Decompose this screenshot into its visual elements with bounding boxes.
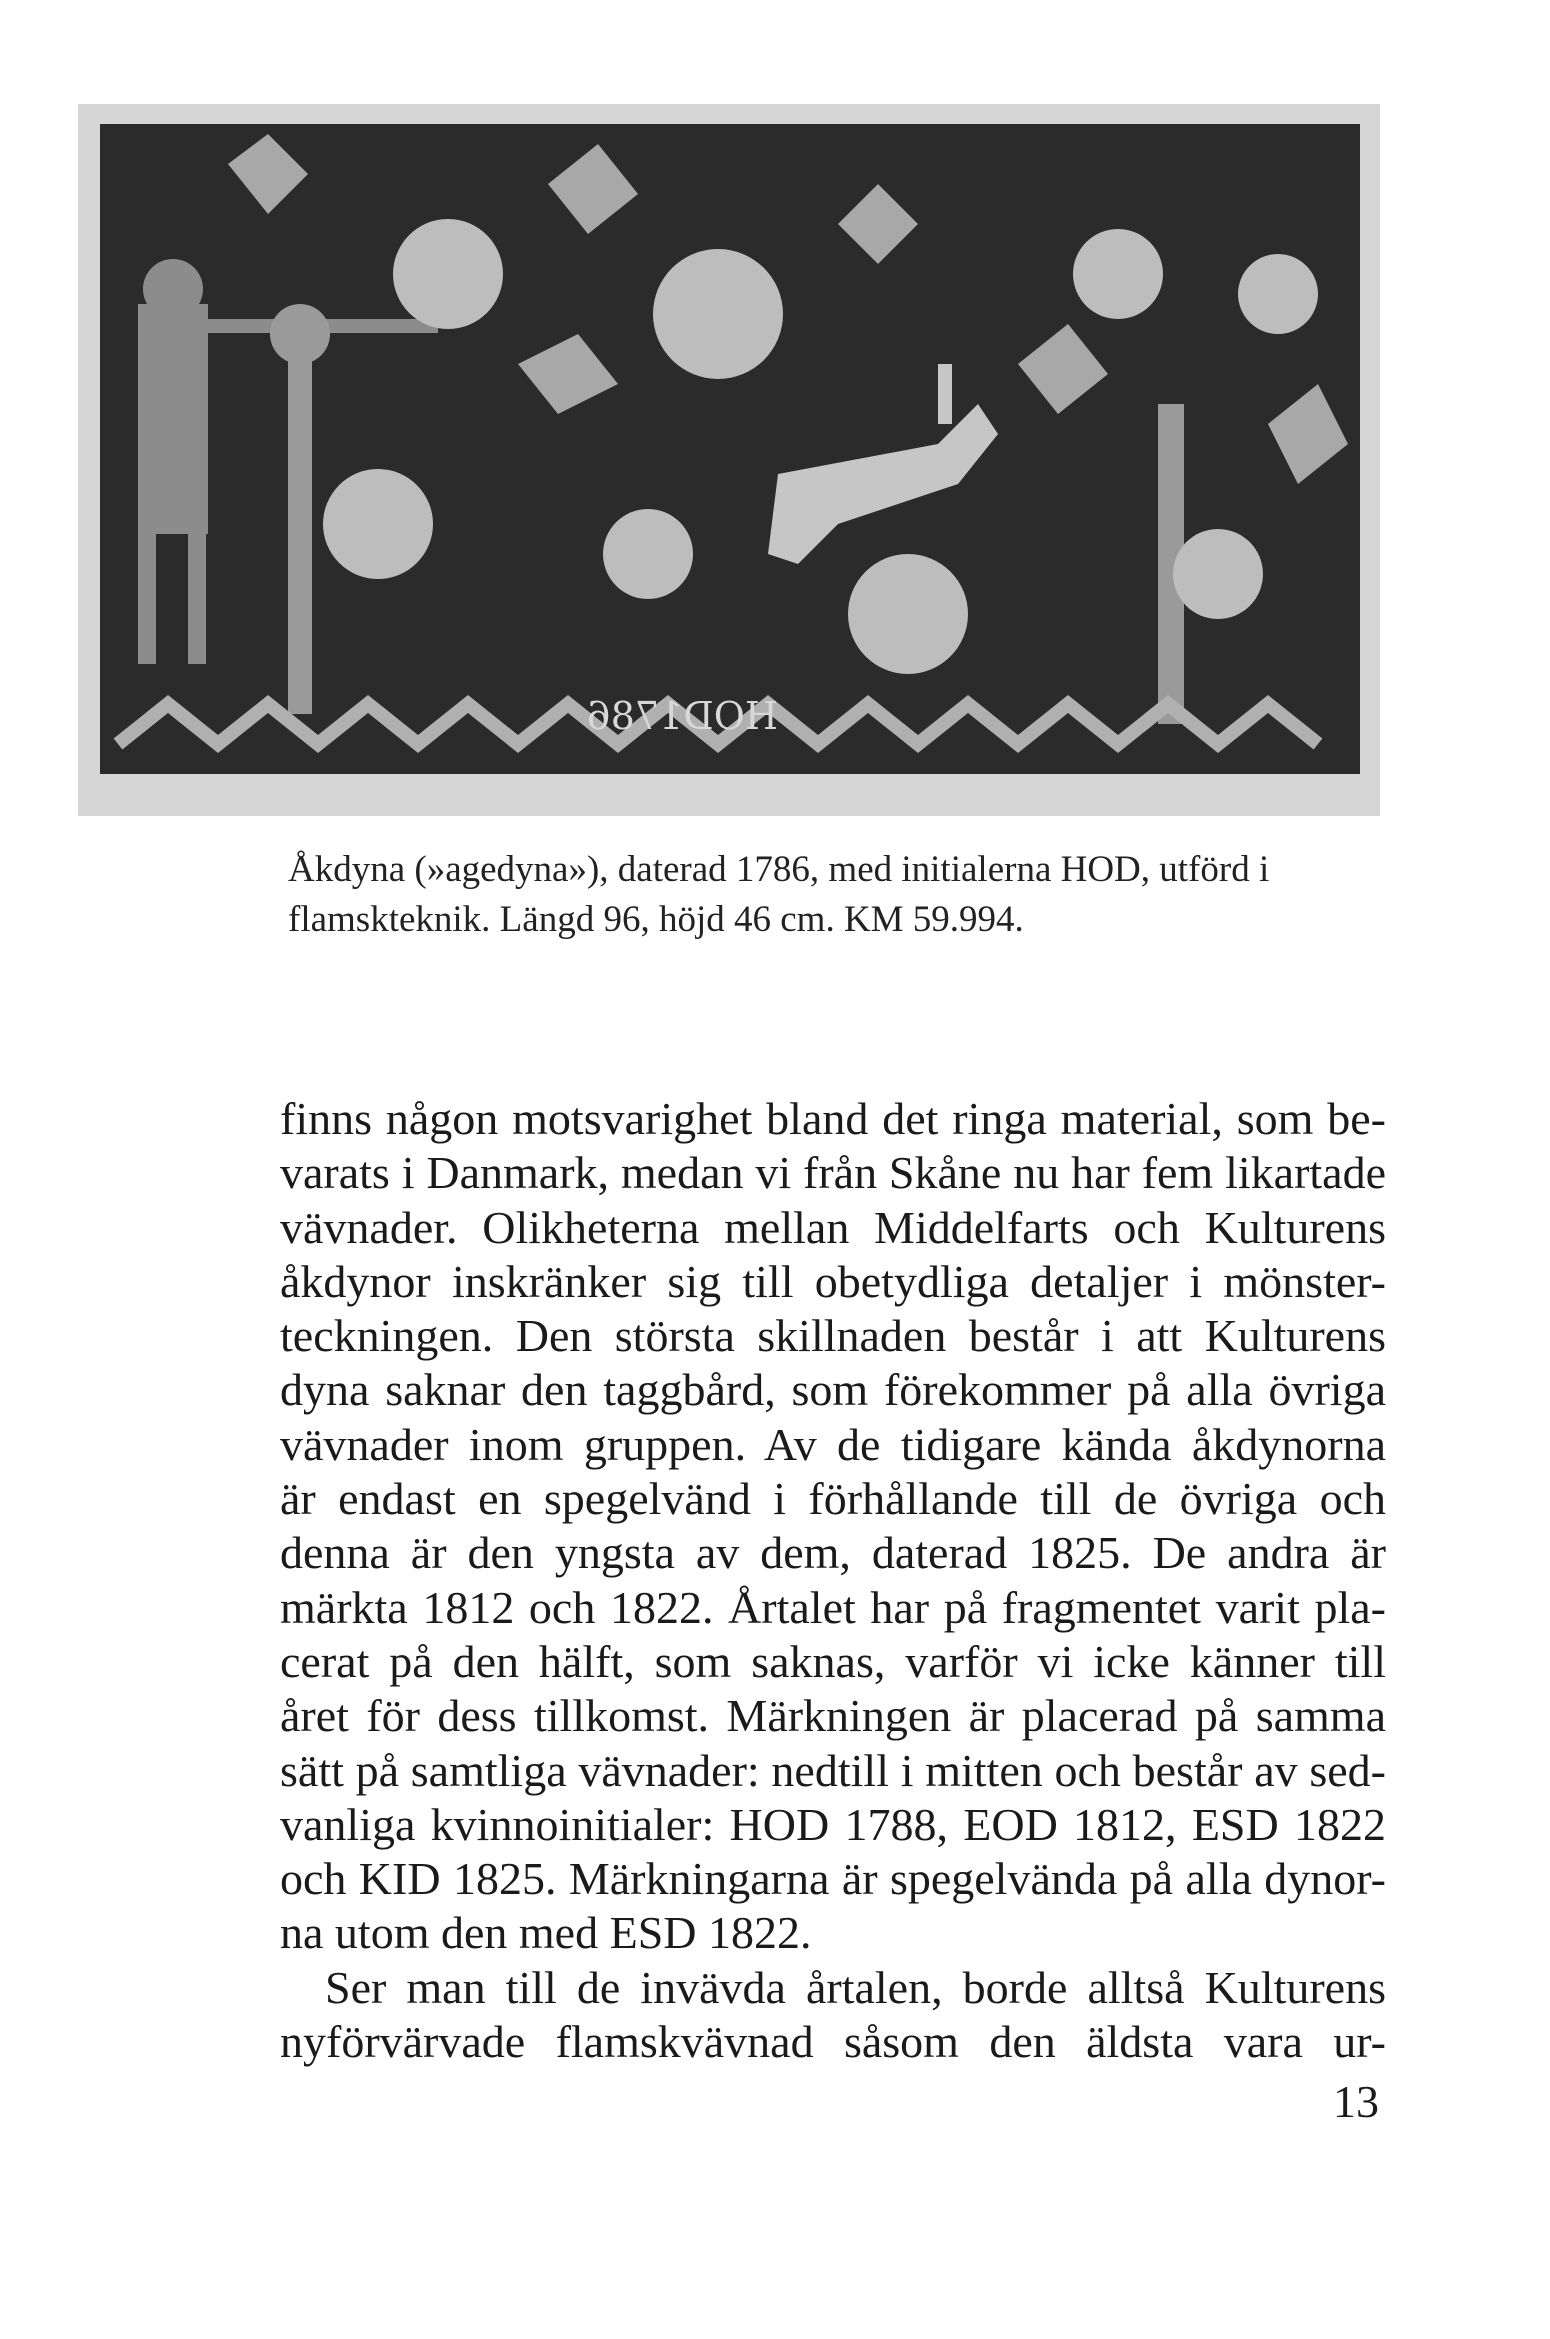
text-line: denna är den yngsta av dem, daterad 1825. De andra är bbox=[280, 1527, 1386, 1579]
text-line: vanliga kvinnoinitialer: HOD 1788, EOD 1812, ESD 1822 bbox=[280, 1798, 1386, 1850]
text-line: och KID 1825. Märkningarna är spegelvända på alla dynor- bbox=[280, 1853, 1386, 1905]
text-line: finns någon motsvarighet bland det ringa material, som be- bbox=[280, 1093, 1386, 1144]
woven-initials: HOD1786 bbox=[586, 694, 778, 738]
text-line: åkdynor inskränker sig till obetydliga detaljer i mönster- bbox=[280, 1255, 1386, 1307]
caption-line: Åkdyna (»agedyna»), daterad 1786, med initialerna HOD, utförd i bbox=[288, 849, 1270, 890]
body-text bbox=[280, 1092, 1386, 2069]
text-line: märkta 1812 och 1822. Årtalet har på fragmentet varit pla- bbox=[280, 1581, 1386, 1633]
text-line: na utom den med ESD 1822. bbox=[280, 1907, 812, 1959]
text-line: sätt på samtliga vävnader: nedtill i mitten och består av sed- bbox=[280, 1744, 1386, 1796]
text-line: varats i Danmark, medan vi från Skåne nu har fem likartade bbox=[280, 1147, 1386, 1199]
text-line: nyförvärvade flamskvävnad såsom den äldsta vara ur- bbox=[280, 2016, 1386, 2068]
text-line: cerat på den hälft, som saknas, varför vi icke känner till bbox=[280, 1635, 1386, 1687]
page-number: 13 bbox=[1333, 2076, 1379, 2127]
text-line: Ser man till de invävda årtalen, borde alltså Kulturens bbox=[325, 1961, 1386, 2013]
text-line: året för dess tillkomst. Märkningen är placerad på samma bbox=[280, 1690, 1386, 1742]
text-line: dyna saknar den taggbård, som förekommer på alla övriga bbox=[280, 1364, 1386, 1416]
text-line: är endast en spegelvänd i förhållande till de övriga och bbox=[280, 1473, 1386, 1525]
text-line: vävnader inom gruppen. Av de tidigare kända åkdynorna bbox=[280, 1418, 1386, 1470]
caption-line: flamskteknik. Längd 96, höjd 46 cm. KM 59.994. bbox=[288, 899, 1024, 940]
text-line: vävnader. Olikheterna mellan Middelfarts och Kulturens bbox=[280, 1201, 1386, 1253]
tapestry-photo bbox=[78, 104, 1380, 816]
text-line: teckningen. Den största skillnaden består i att Kulturens bbox=[280, 1310, 1386, 1362]
figure-caption bbox=[288, 845, 1380, 945]
